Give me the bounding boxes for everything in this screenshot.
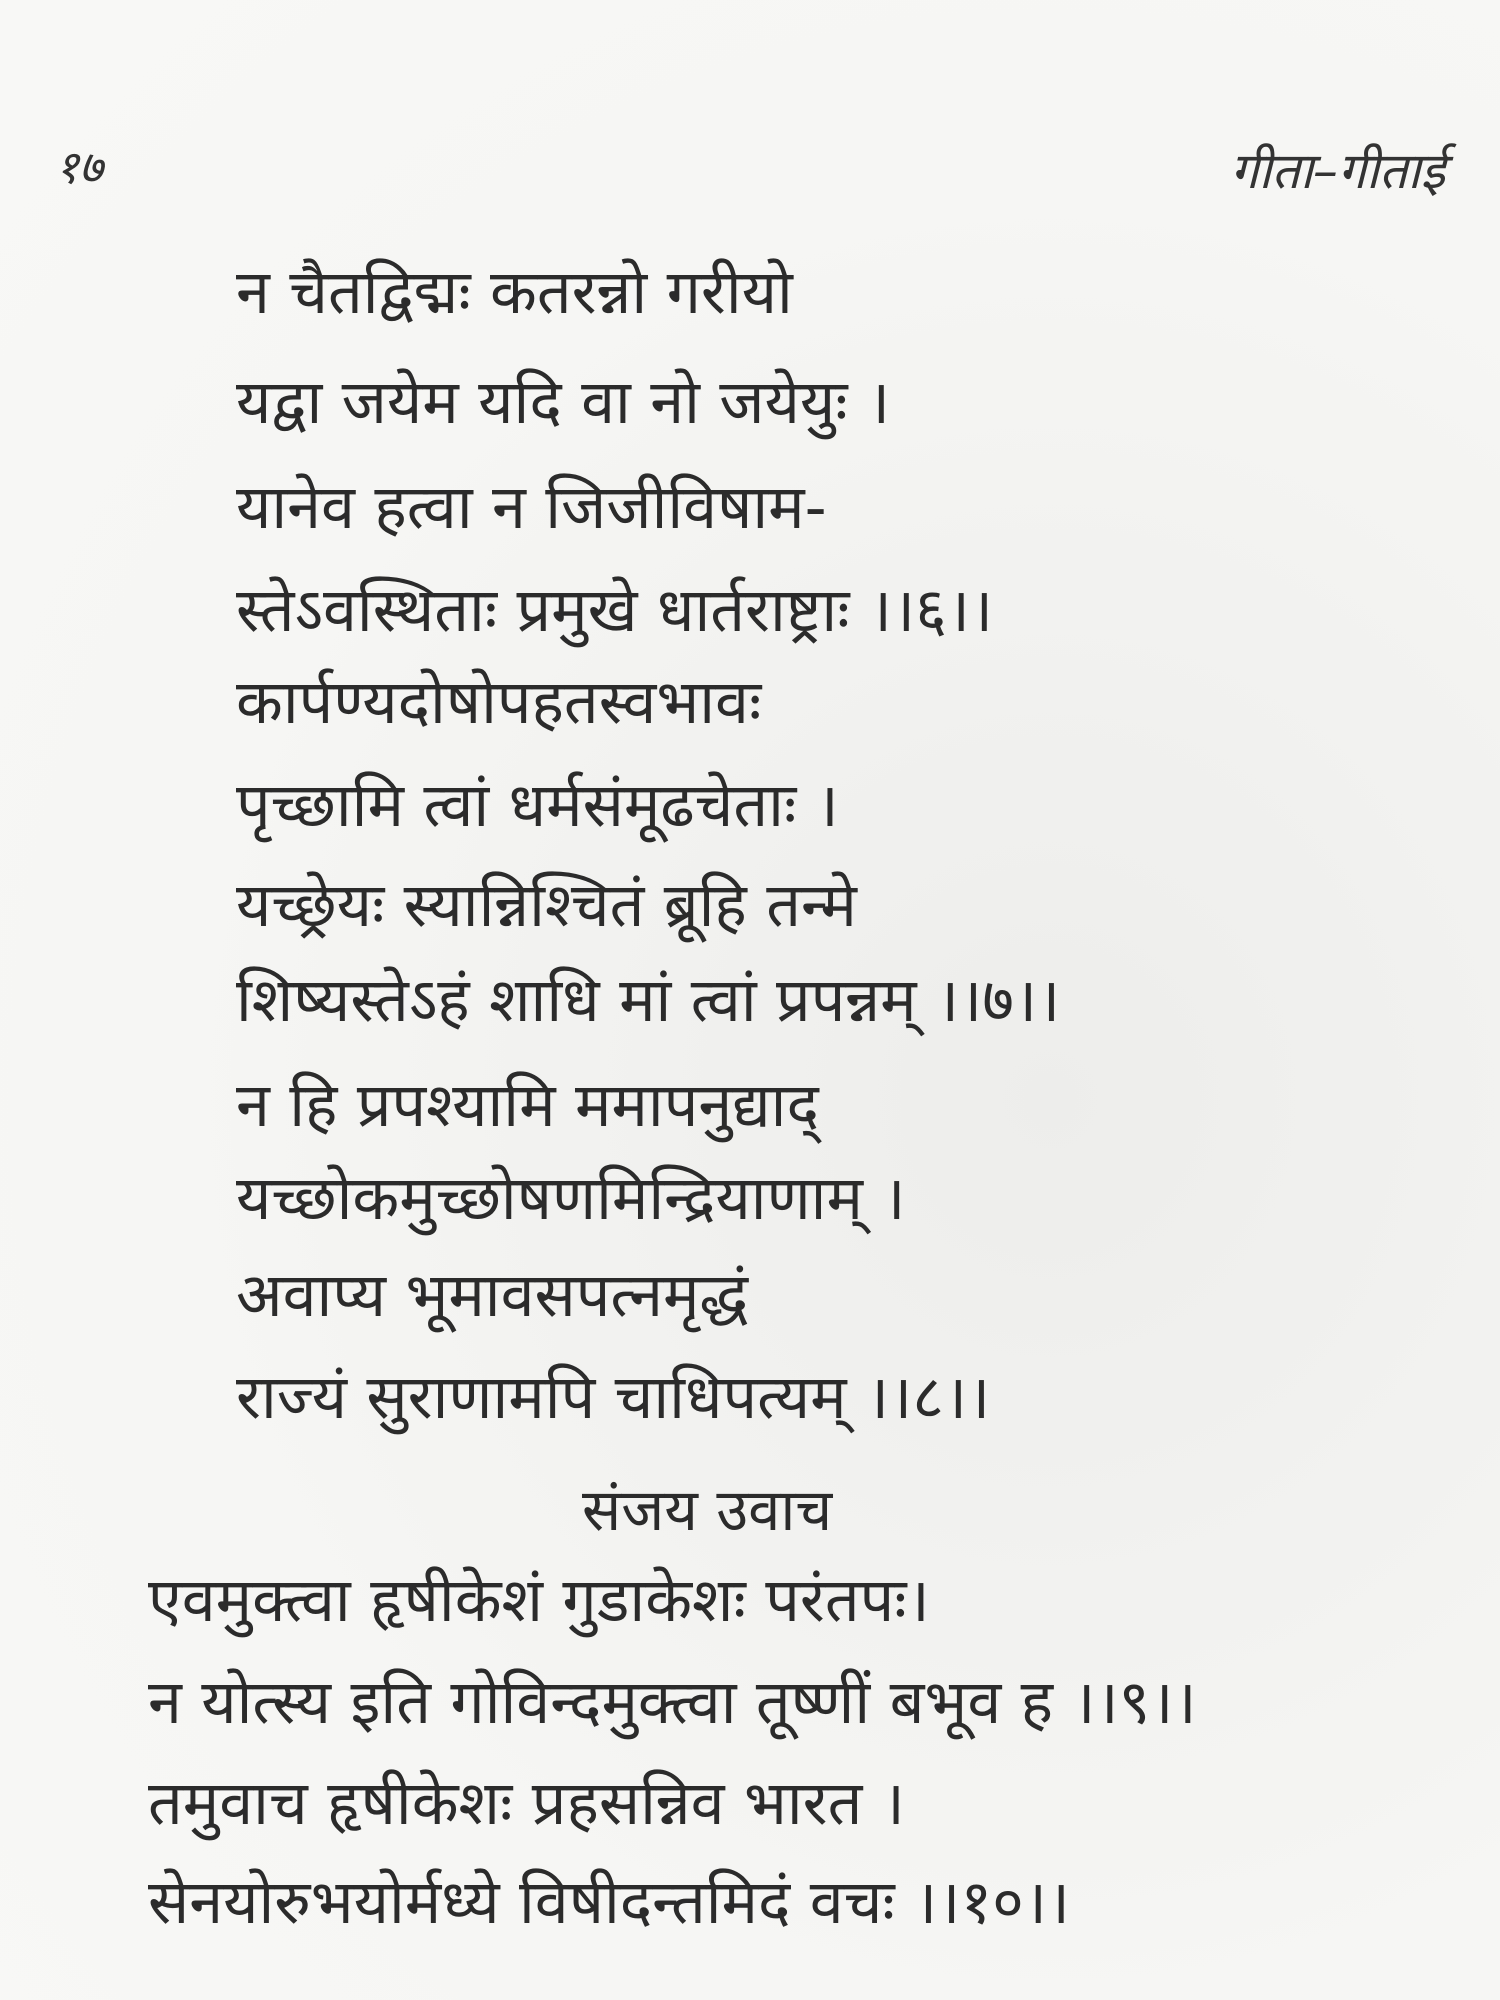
page-header — [55, 135, 1445, 215]
verse-line: यच्छ्रेयः स्यान्निश्चितं ब्रूहि तन्मे — [236, 870, 857, 941]
verse-line: अवाप्य भूमावसपत्नमृद्धं — [236, 1260, 749, 1331]
page-number: १७ — [55, 140, 103, 194]
verse-line: न चैतद्विद्मः कतरन्नो गरीयो — [236, 257, 793, 328]
narration-line: एवमुक्त्वा हृषीकेशं गुडाकेशः परंतपः। — [148, 1565, 930, 1636]
verse-line: कार्पण्यदोषोपहतस्वभावः — [236, 667, 762, 738]
verse-line: न हि प्रपश्यामि ममापनुद्याद् — [236, 1070, 819, 1141]
verse-line: शिष्यस्तेऽहं शाधि मां त्वां प्रपन्नम् ।।७।। — [236, 965, 1061, 1036]
narration-line: तमुवाच हृषीकेशः प्रहसन्निव भारत । — [148, 1768, 905, 1839]
verse-line: पृच्छामि त्वां धर्मसंमूढचेताः । — [236, 770, 839, 841]
speaker-heading: संजय उवाच — [582, 1476, 833, 1544]
verse-line: स्तेऽवस्थिताः प्रमुखे धार्तराष्ट्राः ।।६।। — [236, 575, 994, 646]
verse-line: यद्वा जयेम यदि वा नो जयेयुः । — [236, 367, 891, 438]
narration-line: सेनयोरुभयोर्मध्ये विषीदन्तमिदं वचः ।।१०।। — [148, 1867, 1071, 1938]
verse-line: राज्यं सुराणामपि चाधिपत्यम् ।।८।। — [236, 1362, 991, 1433]
running-title: गीता–गीताई — [1230, 142, 1445, 200]
verse-line: यच्छोकमुच्छोषणमिन्द्रियाणाम् । — [236, 1163, 906, 1234]
narration-line: न योत्स्य इति गोविन्दमुक्त्वा तूष्णीं बभूव ह ।।९।। — [148, 1667, 1197, 1738]
verse-line: यानेव हत्वा न जिजीविषाम- — [236, 472, 827, 543]
